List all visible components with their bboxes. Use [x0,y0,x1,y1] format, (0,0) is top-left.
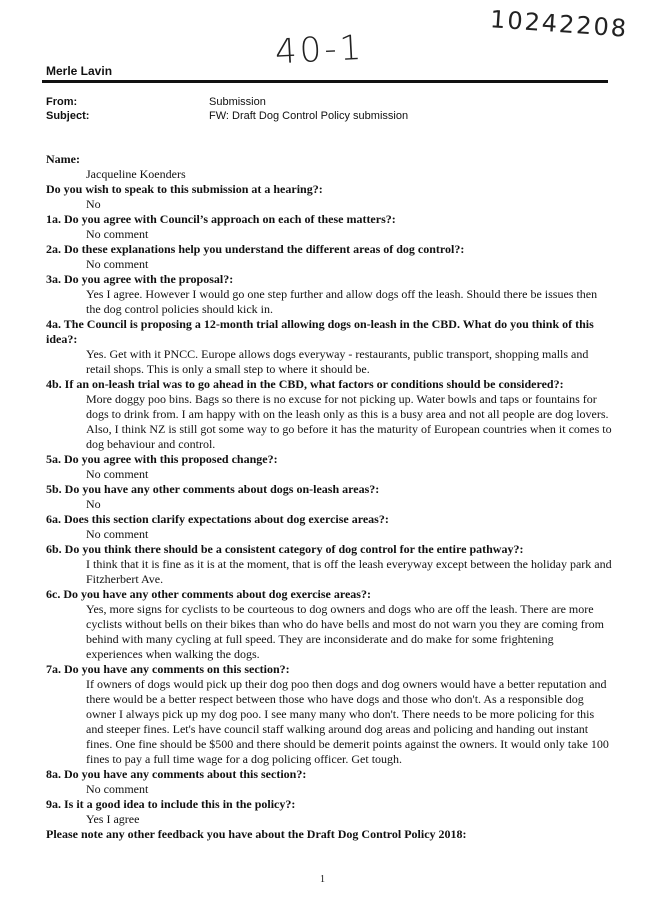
question: 5a. Do you agree with this proposed change?: [46,452,278,466]
answer: No comment [86,467,149,481]
answer: No comment [86,527,149,541]
question: 4a. The Council is proposing a 12-month trial allowing dogs on-leash in the CBD. What do you think of this idea?: [46,317,594,346]
answer: I think that it is fine as it is at the moment, that is off the leash everyway except between the holiday park and Fitzherbert Ave. [86,557,612,586]
answer: Jacqueline Koenders [86,167,186,181]
answer: No [86,197,101,211]
question: 3a. Do you agree with the proposal?: [46,272,234,286]
question: 6a. Does this section clarify expectations about dog exercise areas?: [46,512,389,526]
question: 8a. Do you have any comments about this section?: [46,767,307,781]
answer: No comment [86,257,149,271]
submission-body [46,152,612,842]
answer: Yes, more signs for cyclists to be courteous to dog owners and dogs who are off the leash. There are more cyclists without bells on their bikes than who do have bells and most do not warn you they are coming from behind with many cycling at full speed. They are inconsiderate and do make for some frightening experiences when walking the dogs. [86,602,604,661]
question: 7a. Do you have any comments on this section?: [46,662,290,676]
question: 6b. Do you think there should be a consistent category of dog control for the entire pathway?: [46,542,524,556]
question: 2a. Do these explanations help you understand the different areas of dog control?: [46,242,465,256]
answer: Yes I agree. However I would go one step further and allow dogs off the leash. Should there be issues then the dog control policies should kick in. [86,287,598,316]
question: 6c. Do you have any other comments about dog exercise areas?: [46,587,371,601]
meta-label: From: [46,96,78,108]
answer: No comment [86,227,149,241]
question: Do you wish to speak to this submission at a hearing?: [46,182,323,196]
handwritten-page-reference: 40-1 [274,27,366,73]
handwritten-document-id: 10242208 [489,5,629,43]
closing-prompt: Please note any other feedback you have about the Draft Dog Control Policy 2018: [46,827,467,841]
question: Name: [46,152,80,166]
meta-label: Subject: [46,110,90,122]
answer: Yes. Get with it PNCC. Europe allows dogs everyway - restaurants, public transport, shopping malls and retail shops. This is only a small step to where it should be. [86,347,589,376]
question: 1a. Do you agree with Council’s approach on each of these matters?: [46,212,396,226]
answer: Yes I agree [86,812,140,826]
meta-value: Submission [209,96,266,108]
meta-value: FW: Draft Dog Control Policy submission [209,110,409,122]
sender-name: Merle Lavin [46,64,113,78]
answer: If owners of dogs would pick up their dog poo then dogs and dog owners would have a better reputation and there would be a better respect between those who have dogs and those who don't. As a responsible dog owner I always pick up my dog poo. I see many many who don't. There needs to be more policing for this and steeper fines. Let's have council staff walking around dog areas and policing and handing out instant fines. One fine should be $500 and there should be demerit points against the owners. It would only take 100 fines to pay a full time wage for a dog policing officer. Get tough. [86,677,609,766]
question: 9a. Is it a good idea to include this in the policy?: [46,797,296,811]
page-number: 1 [320,874,325,885]
answer: No comment [86,782,149,796]
question: 4b. If an on-leash trial was to go ahead in the CBD, what factors or conditions should be considered?: [46,377,564,391]
header-divider [42,80,608,83]
question: 5b. Do you have any other comments about dogs on-leash areas?: [46,482,380,496]
answer: No [86,497,101,511]
answer: More doggy poo bins. Bags so there is no excuse for not picking up. Water bowls and taps or fountains for dogs to drink from. I am happy with on the leash only as this is a busy area and not all people are dog lovers. Also, I think NZ is still got some way to go before it has the maturity of European countries when it comes to dog behaviour and control. [86,392,612,451]
